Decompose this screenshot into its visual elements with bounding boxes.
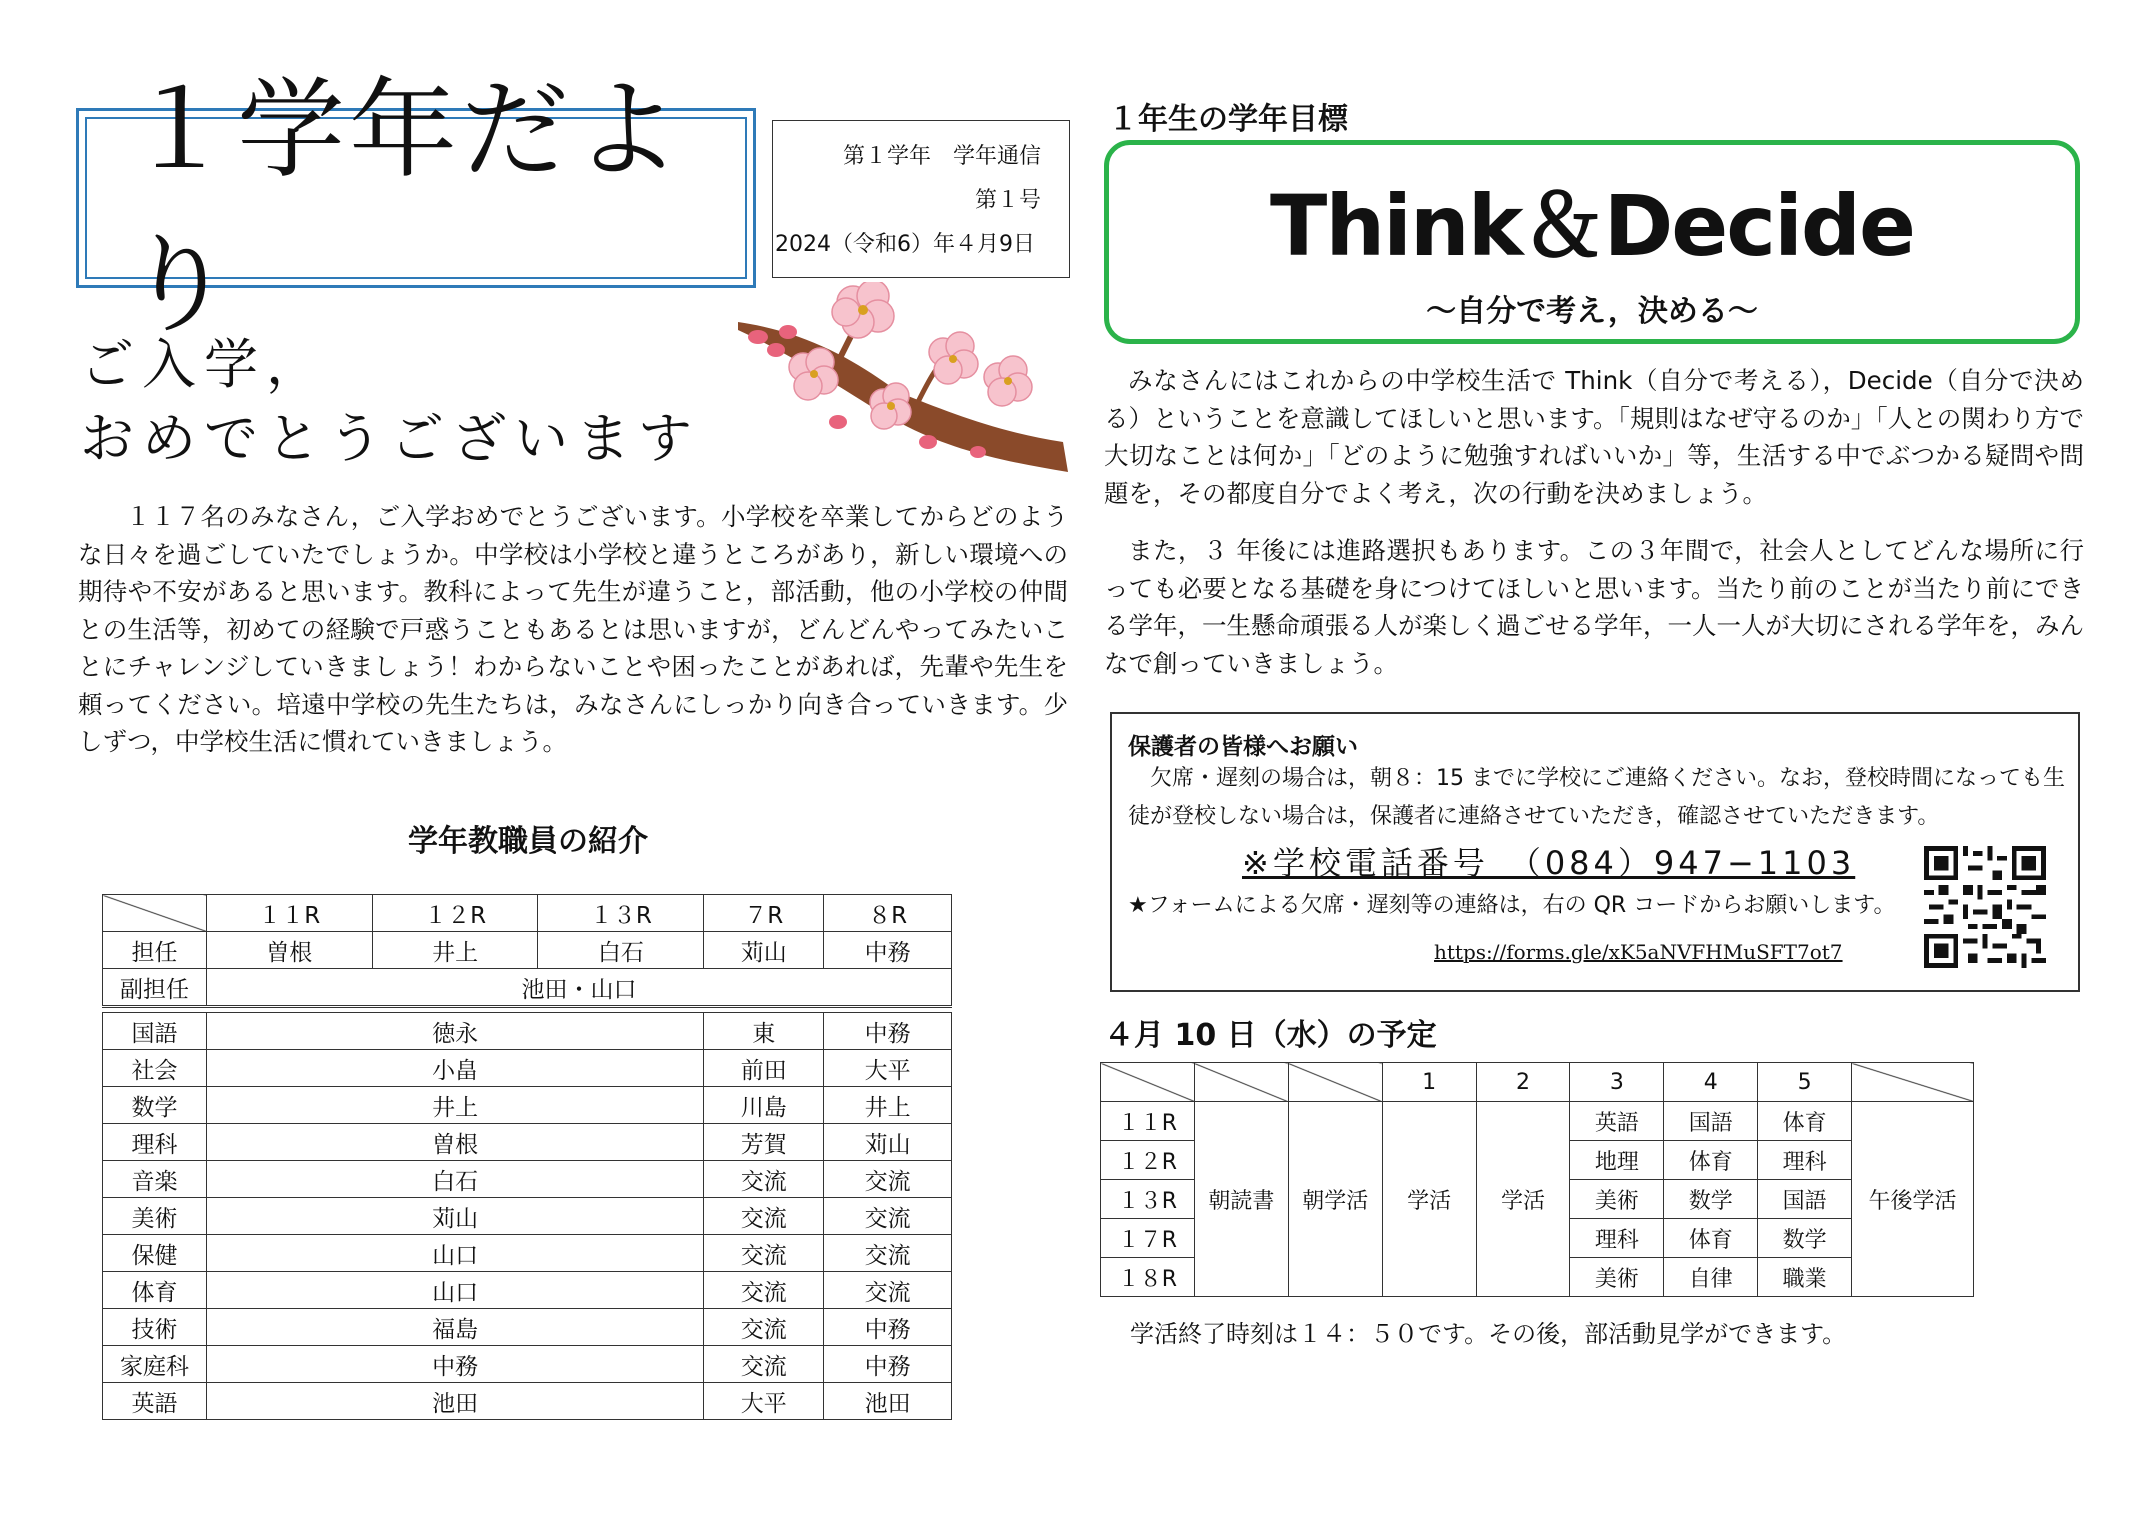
period-4: 4: [1664, 1063, 1758, 1102]
subject-cell: 保健: [103, 1235, 207, 1272]
lesson-cell: 英語: [1570, 1102, 1664, 1141]
teacher-8r-cell: 中務: [824, 1309, 952, 1346]
teacher-7r-cell: 大平: [704, 1383, 824, 1420]
lesson-cell: 数学: [1758, 1219, 1852, 1258]
table-row: [103, 1087, 952, 1124]
teacher-8r-cell: 交流: [824, 1161, 952, 1198]
teacher-8r-cell: 苅山: [824, 1124, 952, 1161]
col-11r: １１R: [206, 895, 372, 932]
teacher-7r-cell: 交流: [704, 1309, 824, 1346]
assistant-names: 池田・山口: [206, 969, 951, 1007]
teacher-8r-cell: 井上: [824, 1087, 952, 1124]
goal-heading: １年生の学年目標: [1108, 102, 1348, 137]
homeroom-12r: 井上: [372, 932, 538, 969]
teacher-7r-cell: 川島: [704, 1087, 824, 1124]
table-row: [103, 1013, 952, 1050]
congrats-line1: ご入学，: [80, 333, 328, 396]
homeroom-row: [103, 932, 952, 969]
table-row: [103, 1161, 952, 1198]
period-2: 2: [1476, 1063, 1570, 1102]
subject-cell: 技術: [103, 1309, 207, 1346]
goal-paragraph-1: みなさんにはこれからの中学校生活で Think（自分で考える），Decide（自分で決める）ということを意識してほしいと思います。「規則はなぜ守るのか」「人との関わり方で大切なことは何か」「どのように勉強すればいいか」等，生活する中でぶつかる疑問や問題を，その都度自分でよく考え，次の行動を決めましょう。: [1104, 366, 2084, 508]
lesson-cell: 体育: [1758, 1102, 1852, 1141]
teacher-cell: 曽根: [206, 1124, 703, 1161]
period-5: 5: [1758, 1063, 1852, 1102]
class-cell: １７R: [1101, 1219, 1195, 1258]
teacher-7r-cell: 前田: [704, 1050, 824, 1087]
notice-body: 欠席・遅刻の場合は，朝８：15 までに学校にご連絡ください。なお，登校時間になっても生徒が登校しない場合は，保護者に連絡させていただき，確認させていただきます。: [1128, 766, 2065, 829]
teacher-7r-cell: 交流: [704, 1198, 824, 1235]
lesson-cell: 自律: [1664, 1258, 1758, 1297]
title-box: [76, 68, 756, 348]
schedule-heading: ４月 10 日（水）の予定: [1104, 1018, 1437, 1053]
diagonal-cell: [1101, 1063, 1195, 1102]
morning-activity-cell: 朝学活: [1288, 1102, 1382, 1297]
teacher-cell: 井上: [206, 1087, 703, 1124]
diagonal-cell: [103, 895, 207, 932]
homeroom-7r: 苅山: [704, 932, 824, 969]
form-note: ★フォームによる欠席・遅刻等の連絡は，右の QR コードからお願いします。: [1128, 893, 1896, 918]
subject-cell: 体育: [103, 1272, 207, 1309]
teacher-7r-cell: 交流: [704, 1346, 824, 1383]
subject-cell: 社会: [103, 1050, 207, 1087]
school-phone: ※学校電話番号 （084）947−1103: [1242, 844, 1856, 882]
homeroom-13r: 白石: [538, 932, 704, 969]
teacher-8r-cell: 交流: [824, 1235, 952, 1272]
col-8r: ８R: [824, 895, 952, 932]
subject-cell: 美術: [103, 1198, 207, 1235]
teacher-cell: 白石: [206, 1161, 703, 1198]
teacher-7r-cell: 交流: [704, 1161, 824, 1198]
parent-notice-box: [1110, 712, 2080, 992]
schedule-header-row: [1101, 1063, 1974, 1102]
period-3: 3: [1570, 1063, 1664, 1102]
table-row: [103, 1272, 952, 1309]
period-1-cell: 学活: [1382, 1102, 1476, 1297]
lesson-cell: 理科: [1758, 1141, 1852, 1180]
teacher-cell: 池田: [206, 1383, 703, 1420]
lesson-cell: 地理: [1570, 1141, 1664, 1180]
lesson-cell: 体育: [1664, 1141, 1758, 1180]
table-row: [103, 1346, 952, 1383]
table-row: [103, 1198, 952, 1235]
class-cell: １３R: [1101, 1180, 1195, 1219]
lesson-cell: 体育: [1664, 1219, 1758, 1258]
afternoon-cell: 午後学活: [1852, 1102, 1974, 1297]
table-row: [103, 1050, 952, 1087]
schedule-note: 学活終了時刻は１４：５０です。その後，部活動見学ができます。: [1130, 1320, 1847, 1348]
class-cell: １８R: [1101, 1258, 1195, 1297]
subject-cell: 家庭科: [103, 1346, 207, 1383]
form-url-link[interactable]: https://forms.gle/xK5aNVFHMuSFT7ot7: [1434, 940, 1843, 964]
teacher-8r-cell: 大平: [824, 1050, 952, 1087]
lesson-cell: 美術: [1570, 1258, 1664, 1297]
diagonal-cell: [1194, 1063, 1288, 1102]
subject-cell: 国語: [103, 1013, 207, 1050]
teacher-7r-cell: 芳賀: [704, 1124, 824, 1161]
diagonal-cell: [1288, 1063, 1382, 1102]
teacher-cell: 福島: [206, 1309, 703, 1346]
homeroom-8r: 中務: [824, 932, 952, 969]
goal-main-text: Think＆Decide: [1270, 177, 1914, 275]
qr-code-icon[interactable]: [1924, 846, 2046, 968]
assistant-row: [103, 969, 952, 1007]
col-12r: １２R: [372, 895, 538, 932]
lesson-cell: 国語: [1758, 1180, 1852, 1219]
lesson-cell: 数学: [1664, 1180, 1758, 1219]
newsletter-title: １学年だより: [125, 68, 686, 348]
subject-cell: 理科: [103, 1124, 207, 1161]
issue-date: 2024（令和6）年４月9日: [775, 232, 1035, 257]
table-row: [103, 1235, 952, 1272]
teacher-8r-cell: 交流: [824, 1272, 952, 1309]
teacher-cell: 苅山: [206, 1198, 703, 1235]
teacher-cell: 中務: [206, 1346, 703, 1383]
goal-box: [1104, 140, 2080, 344]
lesson-cell: 美術: [1570, 1180, 1664, 1219]
morning-reading-cell: 朝読書: [1194, 1102, 1288, 1297]
col-7r: ７R: [704, 895, 824, 932]
table-row: [103, 1309, 952, 1346]
col-13r: １３R: [538, 895, 704, 932]
table-row: [103, 1383, 952, 1420]
subject-cell: 英語: [103, 1383, 207, 1420]
goal-sub-text: ～自分で考え，決める～: [1426, 294, 1758, 329]
title-box-inner: [85, 68, 747, 348]
subject-cell: 数学: [103, 1087, 207, 1124]
notice-title: 保護者の皆様へお願い: [1128, 734, 1358, 760]
lesson-cell: 職業: [1758, 1258, 1852, 1297]
staff-table: [102, 894, 952, 1420]
issue-line1: 第１学年 学年通信: [842, 144, 1041, 169]
schedule-table: [1100, 1062, 1974, 1297]
teacher-8r-cell: 中務: [824, 1346, 952, 1383]
period-1: 1: [1382, 1063, 1476, 1102]
table-row: [103, 1124, 952, 1161]
goal-paragraph-2: また，３ 年後には進路選択もあります。この３年間で，社会人としてどんな場所に行っても必要となる基礎を身につけてほしいと思います。当たり前のことが当たり前にできる学年，一生懸命頑張る人が楽しく過ごせる学年，一人一人が大切にされる学年を，みんなで創っていきましょう。: [1104, 536, 2084, 678]
subject-cell: 音楽: [103, 1161, 207, 1198]
teacher-8r-cell: 中務: [824, 1013, 952, 1050]
issue-number: 第１号: [974, 188, 1041, 213]
intro-paragraph: １１７名のみなさん，ご入学おめでとうございます。小学校を卒業してからどのような日々を過ごしていたでしょうか。中学校は小学校と違うところがあり，新しい環境への期待や不安があると思います。教科によって先生が違うこと，部活動，他の小学校の仲間との生活等，初めての経験で戸惑うこともあるとは思いますが，どんどんやってみたいことにチャレンジしていきましょう！わからないことや困ったことがあれば，先輩や先生を頼ってください。培遠中学校の先生たちは，みなさんにしっかり向き合っていきます。少しずつ，中学校生活に慣れていきましょう。: [78, 502, 1068, 756]
diagonal-cell: [1852, 1063, 1974, 1102]
teacher-7r-cell: 東: [704, 1013, 824, 1050]
staff-heading: 学年教職員の紹介: [408, 824, 648, 859]
teacher-cell: 山口: [206, 1235, 703, 1272]
teacher-8r-cell: 池田: [824, 1383, 952, 1420]
teacher-cell: 山口: [206, 1272, 703, 1309]
lesson-cell: 国語: [1664, 1102, 1758, 1141]
assistant-label: 副担任: [103, 969, 207, 1007]
teacher-cell: 小畠: [206, 1050, 703, 1087]
class-cell: １１R: [1101, 1102, 1195, 1141]
period-2-cell: 学活: [1476, 1102, 1570, 1297]
teacher-8r-cell: 交流: [824, 1198, 952, 1235]
class-cell: １２R: [1101, 1141, 1195, 1180]
homeroom-11r: 曽根: [206, 932, 372, 969]
lesson-cell: 理科: [1570, 1219, 1664, 1258]
staff-header-row: [103, 895, 952, 932]
teacher-cell: 徳永: [206, 1013, 703, 1050]
table-row: [1101, 1102, 1974, 1141]
teacher-7r-cell: 交流: [704, 1272, 824, 1309]
cherry-blossom-icon: [728, 282, 1068, 472]
teacher-7r-cell: 交流: [704, 1235, 824, 1272]
congrats-line2: おめでとうございます: [80, 407, 700, 470]
homeroom-label: 担任: [103, 932, 207, 969]
issue-info-box: [772, 120, 1070, 278]
